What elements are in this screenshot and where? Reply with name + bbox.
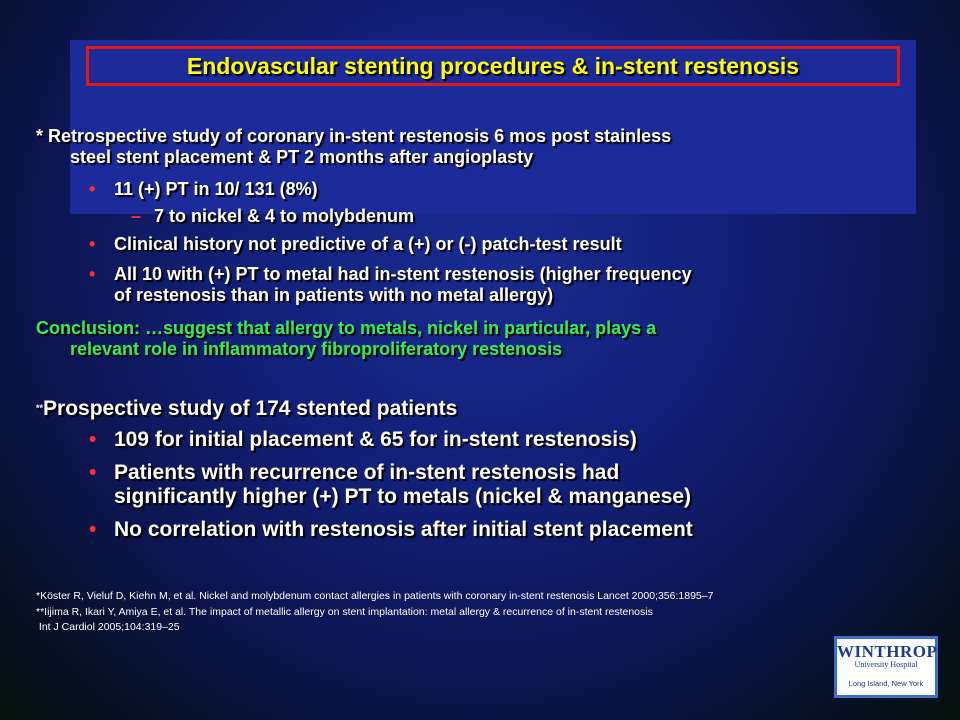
section1-bullet3-line1: All 10 with (+) PT to metal had in-stent restenosis (higher frequency: [114, 264, 692, 284]
bullet-icon: •: [89, 234, 96, 254]
bullet-icon: •: [89, 518, 97, 541]
logo-name: WINTHROP: [837, 642, 938, 661]
logo-subtitle: University Hospital: [854, 660, 918, 669]
section2-lead: [36, 396, 457, 421]
section1-lead-line2: steel stent placement & PT 2 months after angioplasty: [70, 147, 534, 167]
reference-1: *Köster R, Vieluf D, Kiehn M, et al. Nickel and molybdenum contact allergies in patients with coronary in-stent restenosis Lancet 2000;356:1895–7: [36, 590, 714, 602]
section1-lead-line1: * Retrospective study of coronary in-stent restenosis 6 mos post stainless: [36, 126, 672, 146]
section2-bullet2-line1: Patients with recurrence of in-stent restenosis had: [114, 461, 620, 484]
reference-2-line1: **Iijima R, Ikari Y, Amiya E, et al. The impact of metallic allergy on stent implantation: metal allergy & recurrence of in-stent restenosis: [36, 606, 653, 618]
section2-bullet2-line2: significantly higher (+) PT to metals (nickel & manganese): [114, 485, 692, 508]
conclusion-line2: relevant role in inflammatory fibroproliferatory restenosis: [70, 339, 563, 359]
dash-icon: –: [131, 206, 142, 226]
bullet-icon: •: [89, 264, 96, 284]
section2-bullet3: No correlation with restenosis after initial stent placement: [114, 518, 693, 541]
section2-lead-text: Prospective study of 174 stented patients: [43, 397, 458, 420]
conclusion-line1: Conclusion: …suggest that allergy to metals, nickel in particular, plays a: [36, 318, 657, 338]
bullet-icon: •: [89, 461, 97, 484]
section1-bullet1: 11 (+) PT in 10/ 131 (8%): [114, 179, 318, 199]
section1-sub1: 7 to nickel & 4 to molybdenum: [154, 206, 415, 226]
title-box: [86, 46, 900, 86]
winthrop-logo: [834, 636, 938, 698]
section1-bullet3-line2: of restenosis than in patients with no metal allergy): [114, 285, 554, 305]
logo-location: Long Island, New York: [848, 679, 924, 688]
bullet-icon: •: [89, 428, 97, 451]
section2-bullet1: 109 for initial placement & 65 for in-stent restenosis): [114, 428, 637, 451]
slide-title: Endovascular stenting procedures & in-stent restenosis: [186, 52, 800, 79]
reference-2-line2: Int J Cardiol 2005;104:319–25: [36, 621, 180, 633]
bullet-icon: •: [89, 179, 96, 199]
section1-bullet2: Clinical history not predictive of a (+) or (-) patch-test result: [114, 234, 622, 254]
footnote-marker: **: [36, 403, 44, 413]
